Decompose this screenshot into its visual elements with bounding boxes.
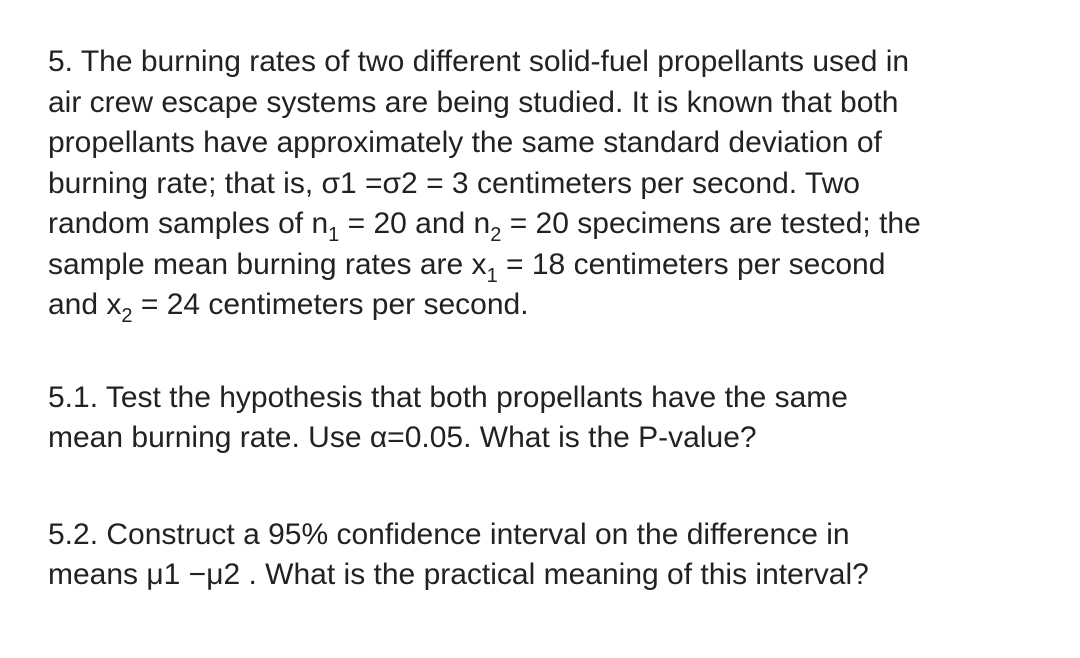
- subscript-n2: 2: [490, 224, 502, 246]
- question-5-2: [48, 515, 1058, 596]
- subscript-n1: 1: [328, 224, 340, 246]
- problem-line-5-text-b: = 20 and n: [339, 207, 491, 240]
- problem-line-6: [48, 245, 1058, 286]
- question-5-1: [48, 378, 1058, 459]
- question-5-1-line-2: mean burning rate. Use α=0.05. What is the P-value?: [48, 421, 757, 454]
- problem-line-7-text-a: and x: [48, 288, 122, 321]
- problem-line-7-text-b: = 24 centimeters per second.: [132, 288, 529, 321]
- subscript-x2: 2: [121, 305, 133, 327]
- question-5-2-line-1: 5.2. Construct a 95% confidence interval on the difference in: [48, 517, 850, 551]
- problem-line-5: [48, 204, 1058, 245]
- problem-line-1: 5. The burning rates of two different solid-fuel propellants used in: [48, 45, 910, 78]
- question-5-1-line-1: 5.1. Test the hypothesis that both propellants have the same: [48, 380, 848, 414]
- problem-line-5-text-c: = 20 specimens are tested; the: [501, 207, 921, 240]
- problem-line-2: air crew escape systems are being studied. It is known that both: [48, 85, 899, 119]
- problem-line-6-text-a: sample mean burning rates are x: [48, 247, 487, 281]
- subscript-x1: 1: [486, 264, 498, 287]
- document-body: [48, 42, 1058, 596]
- problem-line-3: propellants have approximately the same standard deviation of: [48, 126, 882, 159]
- problem-statement: [48, 42, 1058, 326]
- problem-line-7: [48, 285, 1058, 326]
- problem-line-4: burning rate; that is, σ1 =σ2 = 3 centimeters per second. Two: [48, 166, 860, 200]
- problem-line-5-text-a: random samples of n: [48, 207, 329, 240]
- problem-line-6-text-b: = 18 centimeters per second: [497, 247, 886, 281]
- question-5-2-line-2: means μ1 −μ2 . What is the practical meaning of this interval?: [48, 558, 869, 591]
